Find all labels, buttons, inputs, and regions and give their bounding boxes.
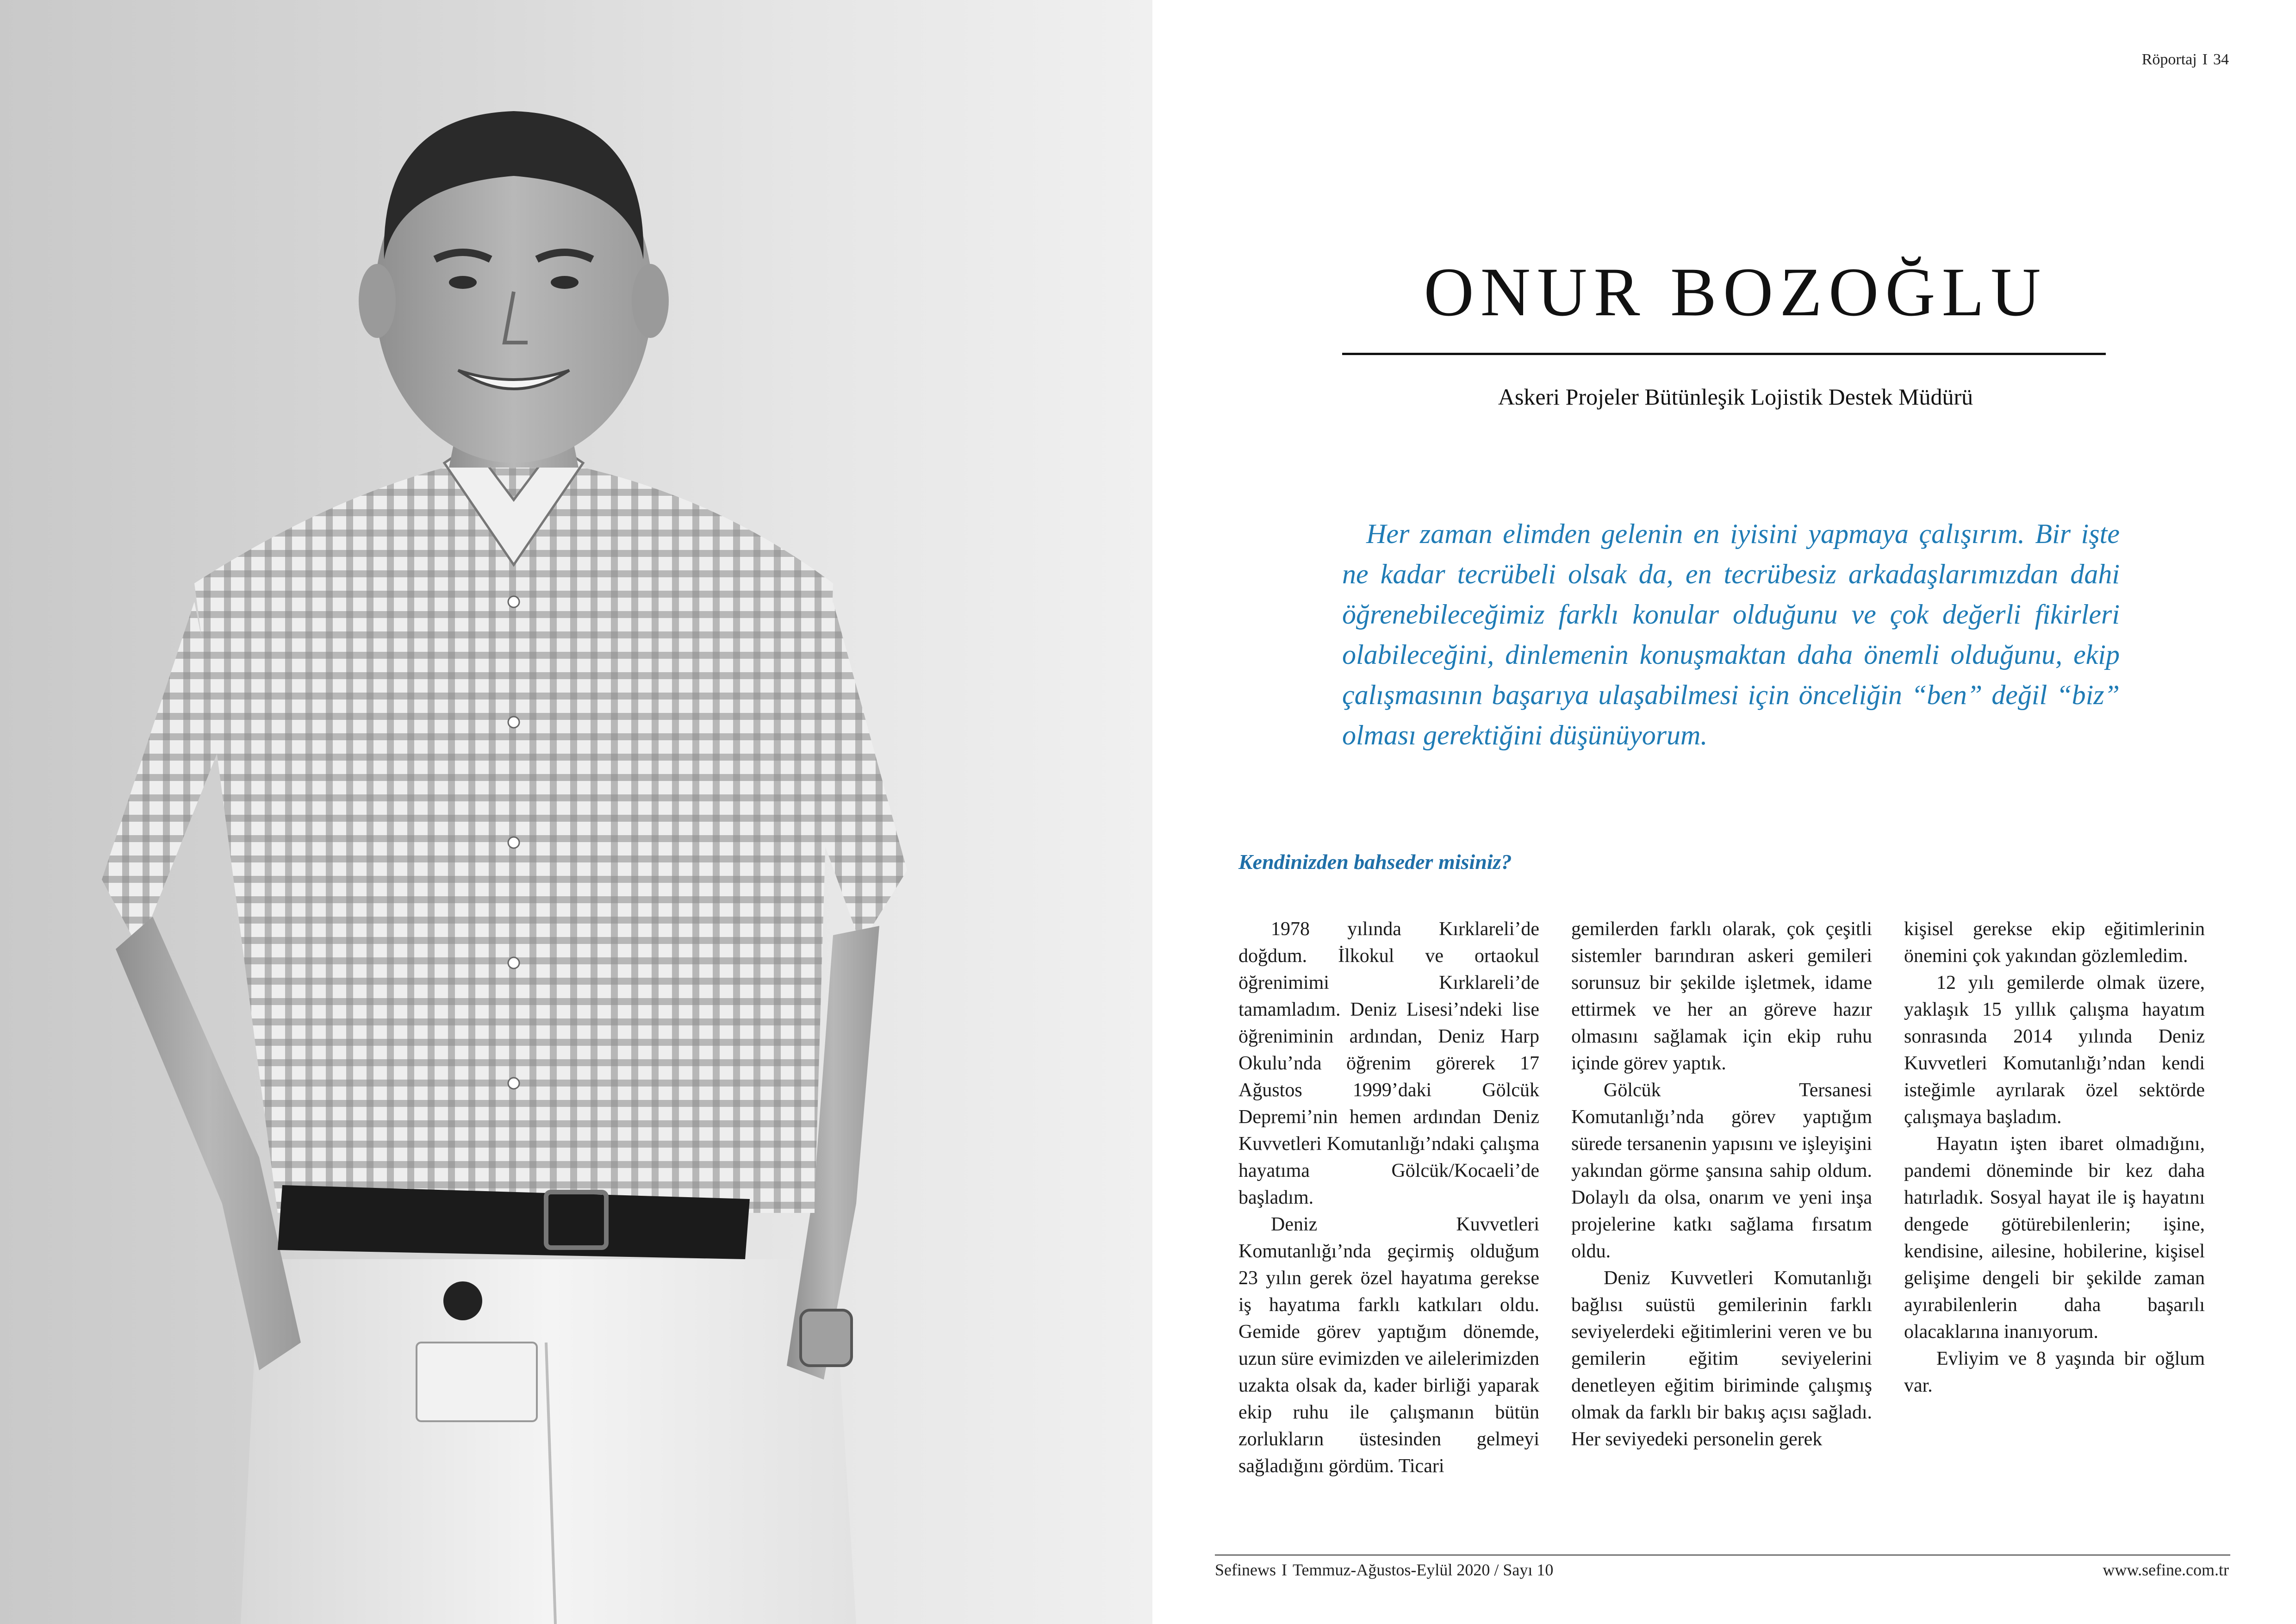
paragraph: Deniz Kuvvetleri Komutanlığı bağlısı suüstü gemilerinin farklı seviyelerdeki eğitimlerini veren ve bu gemilerin eğitim seviyelerini denetleyen eğitim biriminde çalışmış olmak da farklı bir bakış açısı sağladı. Her seviyedeki personelin gerek — [1571, 1268, 1872, 1450]
paragraph: Hayatın işten ibaret olmadığını, pandemi döneminde bir kez daha hatırladık. Sosyal hayat ile iş hayatını dengede götürebilenlerin; işine, kendisine, ailesine, hobilerine, kişisel gelişime dengeli bir şekilde zaman ayırabilenlerin daha başarılı olacaklarına inanıyorum. — [1904, 1133, 2205, 1343]
footer-separator: I — [1281, 1561, 1287, 1579]
pull-quote: Her zaman elimden gelenin en iyisini yapmaya çalışırım. Bir işte ne kadar tecrübeli olsak da, en tecrübesiz arkadaşlarımızdan dahi öğrenebileceğimiz farklı konular olduğunu ve çok değerli fikirleri olabileceğini, dinlemenin konuşmaktan daha önemli olduğunu, ekip çalışmasının başarıya ulaşabilmesi için önceliğin “ben” değil “biz” olması gerektiğini düşünüyorum. — [1342, 518, 2120, 750]
paragraph: gemilerden farklı olarak, çok çeşitli sistemler barındıran askeri gemileri sorunsuz bir şekilde işletmek, idame ettirmek ve her an göreve hazır olmasını sağlamak için ekip ruhu içinde görev yaptık. — [1571, 918, 1872, 1074]
footer-publication — [1215, 1560, 1553, 1580]
page-header — [2142, 51, 2229, 69]
publication-name: Sefinews — [1215, 1561, 1276, 1579]
issue-info: Temmuz-Ağustos-Eylül 2020 / Sayı 10 — [1292, 1561, 1554, 1579]
title-divider — [1342, 353, 2106, 355]
text-column-1 — [1238, 916, 1539, 1531]
paragraph: Evliyim ve 8 yaşında bir oğlum var. — [1904, 1348, 2205, 1396]
text-column-3 — [1904, 916, 2205, 1531]
page-number: 34 — [2213, 51, 2229, 68]
job-title: Askeri Projeler Bütünleşik Lojistik Destek Müdürü — [1498, 384, 1973, 410]
interview-question: Kendinizden bahseder misiniz? — [1238, 850, 1512, 874]
section-name: Röportaj — [2141, 51, 2197, 68]
header-separator: I — [2202, 51, 2208, 68]
paragraph: kişisel gerekse ekip eğitimlerinin önemini çok yakından gözlemledim. — [1904, 918, 2205, 967]
paragraph: 1978 yılında Kırklareli’de doğdum. İlkokul ve ortaokul öğrenimimi Kırklareli’de tamamladım. Deniz Lisesi’ndeki lise öğreniminin ardından, Deniz Harp Okulu’nda öğrenim görerek 17 Ağustos 1999’daki Gölcük Depremi’nin hemen ardından Deniz Kuvvetleri Komutanlığı’ndaki çalışma hayatıma Gölcük/Kocaeli’de başladım. — [1238, 918, 1539, 1208]
text-column-2 — [1571, 916, 1872, 1531]
website-link[interactable]: www.sefine.com.tr — [2103, 1561, 2229, 1579]
paragraph: Gölcük Tersanesi Komutanlığı’nda görev yaptığım sürede tersanenin yapısını ve işleyişini yakından görme şansına sahip oldum. Dolaylı da olsa, onarım ve yeni inşa projelerine katkı sağlama fırsatım oldu. — [1571, 1080, 1872, 1262]
paragraph: Deniz Kuvvetleri Komutanlığı’nda geçirmiş olduğum 23 yılın gerek özel hayatıma gerekse iş hayatıma farklı katkıları oldu. Gemide görev yaptığım dönemde, uzun süre evimizden ve ailelerimizden uzakta olsak da, kader birliği yaparak ekip ruhu ile çalışmanın bütün zorlukların üstesinden gelmeyi sağladığını gördüm. Ticari — [1238, 1214, 1539, 1477]
interviewee-name: ONUR BOZOĞLU — [1424, 254, 2047, 331]
paragraph: 12 yılı gemilerde olmak üzere, yaklaşık 15 yıllık çalışma hayatım sonrasında 2014 yılında Deniz Kuvvetleri Komutanlığı’ndan kendi isteğimle ayrılarak özel sektörde çalışmaya başladım. — [1904, 972, 2205, 1128]
